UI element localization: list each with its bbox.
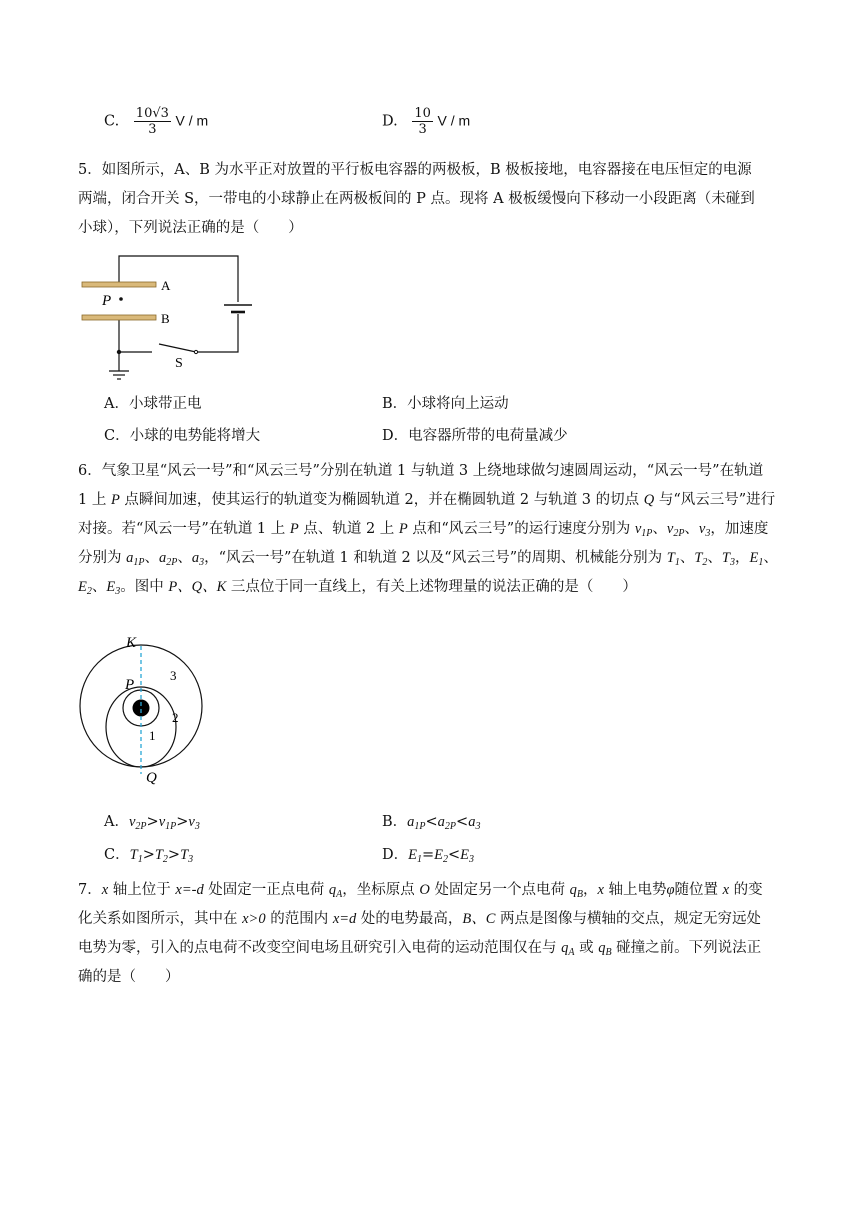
q5-option-a: A．小球带正电 <box>104 396 202 412</box>
q7-stem-line-1: 7．x 轴上位于 x=-d 处固定一正点电荷 $q_A$，坐标原点 O 处固定另一个点电荷 $q_B$，x 轴上电势φ随位置 x 的变 <box>78 882 763 900</box>
q6-orbit-figure <box>78 632 218 792</box>
q5-capacitor-circuit-figure <box>78 250 268 390</box>
q7-stem-line-3: 电势为零，引入的点电荷不改变空间电场且研究引入电荷的运动范围仅在与 $q_A$ 或 $q_B$ 碰撞之前。下列说法正 <box>78 940 762 958</box>
q5-option-d: D．电容器所带的电荷量减少 <box>382 428 568 444</box>
q6-label-2: 2 <box>172 710 179 725</box>
q5-stem-line-1: 5．如图所示，A、B 为水平正对放置的平行板电容器的两极板，B 极板接地，电容器接在电压恒定的电源 <box>78 162 752 178</box>
q6-label-3: 3 <box>170 668 177 683</box>
q7-stem-line-2: 化关系如图所示，其中在 x>0 的范围内 x=d 处的电势最高，B、C 两点是图像与横轴的交点，规定无穷远处 <box>78 911 762 927</box>
q6-stem-line-5: $E_2$、$E_3$。图中 P、Q、K 三点位于同一直线上，有关上述物理量的说法正确的是（ ） <box>78 579 637 597</box>
q6-option-b: B．$a_{1P}<a_{2P}<a_3$ <box>382 814 481 832</box>
q4-option-c: C. $\frac{10√3}{3}$ V / m <box>104 106 209 137</box>
q5-junction-dot <box>117 350 121 354</box>
q6-option-a: A．$v_{2P}>v_{1P}>v_3$ <box>104 814 200 832</box>
q5-option-c: C．小球的电势能将增大 <box>104 428 261 444</box>
q5-label-p: P <box>102 293 112 309</box>
q6-label-1: 1 <box>149 728 156 743</box>
q5-label-b: B <box>161 311 170 326</box>
q5-plate-b <box>82 315 156 320</box>
q5-stem-line-2: 两端，闭合开关 S，一带电的小球静止在两极板间的 P 点。现将 A 极板缓慢向下移动一小段距离（未碰到 <box>78 191 755 207</box>
q5-plate-a <box>82 282 156 287</box>
q6-stem-line-4: 分别为 $a_{1P}$、$a_{2P}$、$a_3$，“风云一号”在轨道 1 和轨道 2 以及“风云三号”的周期、机械能分别为 $T_1$、$T_2$、$T_3$，$E_1$、 <box>78 550 778 568</box>
q4-option-d: D. $\frac{10}{3}$ V / m <box>382 106 471 137</box>
q6-option-d: D．$E_1=E_2<E_3$ <box>382 847 475 865</box>
q6-label-k: K <box>126 635 137 651</box>
q6-label-q: Q <box>146 770 157 786</box>
q5-point-p <box>119 297 123 301</box>
q5-label-a: A <box>161 278 171 293</box>
q4-option-c-fraction: $\frac{10√3}{3}$ <box>135 106 169 137</box>
q5-switch-blade <box>159 344 196 352</box>
q6-stem-line-3: 对接。若“风云一号”在轨道 1 上 P 点、轨道 2 上 P 点和“风云三号”的运行速度分别为 $v_{1P}$、$v_{2P}$、$v_3$，加速度 <box>78 521 769 539</box>
q6-stem-line-1: 6．气象卫星“风云一号”和“风云三号”分别在轨道 1 与轨道 3 上绕地球做匀速圆周运动，“风云一号”在轨道 <box>78 463 764 479</box>
q6-stem-line-2: 1 上 P 点瞬间加速，使其运行的轨道变为椭圆轨道 2，并在椭圆轨道 2 与轨道 3 的切点 Q 与“风云三号”进行 <box>78 492 776 508</box>
q7-stem-line-4: 确的是（ ） <box>78 969 180 985</box>
q5-label-s: S <box>175 356 183 371</box>
q5-option-b: B．小球将向上运动 <box>382 396 509 412</box>
q6-label-p: P <box>125 677 135 693</box>
q5-stem-line-3: 小球），下列说法正确的是（ ） <box>78 220 303 236</box>
q5-wire-right <box>196 314 238 352</box>
q5-wire-top <box>119 256 238 302</box>
q4-option-d-fraction: $\frac{10}{3}$ <box>414 106 431 137</box>
q6-option-c: C．$T_1>T_2>T_3$ <box>104 847 194 865</box>
q5-switch-contact <box>194 350 197 353</box>
